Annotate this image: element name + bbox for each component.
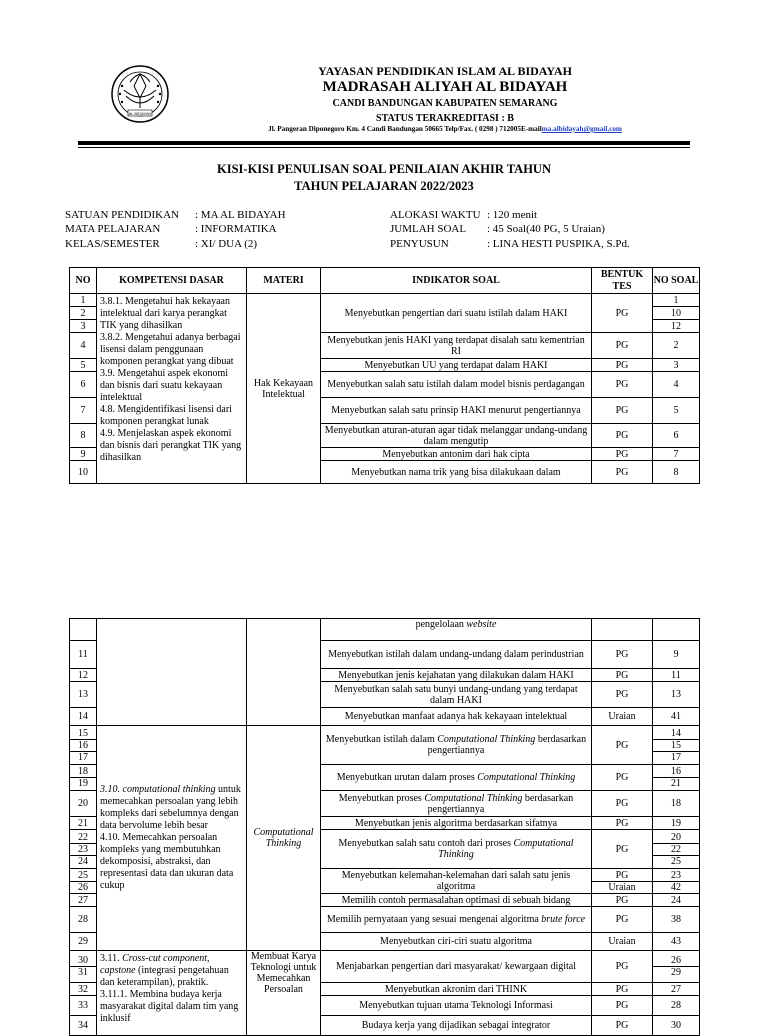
table-row: 30 31 3.11. Cross-cut component, capstone (integrasi pengetahuan dan keterampilan), praktik. 3.11.1. Membina budaya kerja masyarakat digital dalam tim yang inklusif Membuat Karya Teknologi untuk Memecahkan Persoalan Menjabarkan pengertian dari masyarakat/ kewargaan digital PG 26 29 <box>70 951 700 983</box>
school-name: MADRASAH ALIYAH AL BIDAYAH <box>322 79 568 95</box>
kompetensi-dasar-ct-cell: 3.10. computational thinking untuk memecahkan persoalan yang lebih kompleks dari sebelumnya dengan data bervolume lebih besar 4.10. Memecahkan persoalan kompleks yang membutuhkan dekomposisi, abstraksi, dan representasi data dan ukuran data cukup <box>97 726 247 951</box>
info-label-mapel: MATA PELAJARAN <box>65 223 161 235</box>
table-row: 8 Menyebutkan aturan-aturan agar tidak melanggar undang-undang dalam mengutip PG 6 <box>70 424 700 448</box>
table-row: 14 Menyebutkan manfaat adanya hak kekayaan intelektual Uraian 41 <box>70 708 700 726</box>
header-no: NO <box>70 268 97 294</box>
info-value-penyusun: : LINA HESTI PUSPIKA, S.Pd. <box>487 238 630 250</box>
header-kd: KOMPETENSI DASAR <box>97 268 247 294</box>
table-row: 5 Menyebutkan UU yang terdapat dalam HAKI PG 3 <box>70 359 700 372</box>
materi-cell: Hak Kekayaan Intelektual <box>247 294 321 484</box>
table-row: 2 10 <box>70 307 700 320</box>
table-row: 27 Memilih contoh permasalahan optimasi di sebuah bidang PG 24 <box>70 894 700 907</box>
table-row: 28 Memilih pernyataan yang sesuai mengenai algoritma brute force PG 38 <box>70 907 700 933</box>
info-value-jumlah: : 45 Soal(40 PG, 5 Uraian) <box>487 223 605 235</box>
table-header-row <box>70 268 700 294</box>
table-row: 7 Menyebutkan salah satu prinsip HAKI menurut pengertiannya PG 5 <box>70 398 700 424</box>
info-value-satuan: : MA AL BIDAYAH <box>195 209 286 221</box>
document-title: KISI-KISI PENULISAN SOAL PENILAIAN AKHIR TAHUN <box>217 162 551 176</box>
info-value-kelas: : XI/ DUA (2) <box>195 238 258 250</box>
table-row: 10 Menyebutkan nama trik yang bisa dilakukaan dalam PG 8 <box>70 461 700 484</box>
school-logo-icon <box>110 64 170 124</box>
table-row: 22 23 24 Menyebutkan salah satu contoh dari proses Computational Thinking PG 20 22 25 <box>70 830 700 869</box>
header-rule-thick <box>78 141 690 145</box>
table-row: 29 Menyebutkan ciri-ciri suatu algoritma Uraian 43 <box>70 933 700 951</box>
table-row: 6 Menyebutkan salah satu istilah dalam model bisnis perdagangan PG 4 <box>70 372 700 398</box>
header-bentuk: BENTUK TES <box>592 268 653 294</box>
letterhead <box>0 0 768 150</box>
foundation-name: YAYASAN PENDIDIKAN ISLAM AL BIDAYAH <box>318 64 572 78</box>
table-row: 1 3.8.1. Mengetahui hak kekayaan intelektual dari karya perangkat TIK yang dihasilkan 3.8.2. Mengetahui adanya berbagai lisensi dalam penggunaan komponen perangkat yang dibuat 3.9. Mengetahui aspek ekonomi dan bisnis dari suatu kekayaan intelektual 4.8. Mengidentifikasi lisensi dari komponen perangkat lunak 4.9. Menjelaskan aspek ekonomi dan bisnis dari perangkat TIK yang dihasilkan Hak Kekayaan Intelektual Menyebutkan pengertian dari suatu istilah dalam HAKI PG 1 <box>70 294 700 307</box>
table-row: 15 16 17 3.10. computational thinking untuk memecahkan persoalan yang lebih kompleks dari sebelumnya dengan data bervolume lebih besar 4.10. Memecahkan persoalan kompleks yang membutuhkan dekomposisi, abstraksi, dan representasi data dan ukuran data cukup Computational Thinking Menyebutkan istilah dalam Computational Thinking berdasarkan pengertiannya PG 14 15 17 <box>70 726 700 765</box>
document-subtitle: TAHUN PELAJARAN 2022/2023 <box>294 179 474 193</box>
school-address: Jl. Pangeran Diponegoro Km. 4 Candi Bandungan 50665 Telp/Fax. ( 0298 ) 712005E-mailma.albidayah@gmail.com <box>268 125 622 133</box>
table-row: 11 Menyebutkan istilah dalam undang-undang dalam perindustrian PG 9 <box>70 641 700 669</box>
info-value-mapel: : INFORMATIKA <box>195 223 277 235</box>
svg-text:AL BIDAYAH: AL BIDAYAH <box>128 110 152 116</box>
header-nosoal: NO SOAL <box>653 268 700 294</box>
table-row: 32 Menyebutkan akronim dari THINK PG 27 <box>70 983 700 996</box>
kompetensi-dasar-cell <box>97 619 247 726</box>
accreditation-status: STATUS TERAKREDITASI : B <box>376 113 514 124</box>
table-row: 13 Menyebutkan salah satu bunyi undang-undang yang terdapat dalam HAKI PG 13 <box>70 682 700 708</box>
kisi-kisi-table-page1 <box>69 267 700 484</box>
table-row: 9 Menyebutkan antonim dari hak cipta PG 7 <box>70 448 700 461</box>
materi-cell <box>247 619 321 726</box>
info-label-alokasi: ALOKASI WAKTU <box>390 209 481 221</box>
info-label-kelas: KELAS/SEMESTER <box>65 238 160 250</box>
table-row: 25 26 Menyebutkan kelemahan-kelemahan dari salah satu jenis algoritma PG Uraian 23 42 <box>70 869 700 894</box>
info-label-jumlah: JUMLAH SOAL <box>390 223 467 235</box>
kompetensi-dasar-cc-cell: 3.11. Cross-cut component, capstone (integrasi pengetahuan dan keterampilan), praktik. 3.11.1. Membina budaya kerja masyarakat digital dalam tim yang inklusif <box>97 951 247 1036</box>
kompetensi-dasar-cell: 3.8.1. Mengetahui hak kekayaan intelektual dari karya perangkat TIK yang dihasilkan 3.8.2. Mengetahui adanya berbagai lisensi dalam penggunaan komponen perangkat yang dibuat 3.9. Mengetahui aspek ekonomi dan bisnis dari suatu kekayaan intelektual 4.8. Mengidentifikasi lisensi dari komponen perangkat lunak 4.9. Menjelaskan aspek ekonomi dan bisnis dari perangkat TIK yang dihasilkan <box>97 294 247 484</box>
table-row: 34 Budaya kerja yang dijadikan sebagai integrator PG 30 <box>70 1016 700 1036</box>
table-row: 33 Menyebutkan tujuan utama Teknologi Informasi PG 28 <box>70 996 700 1016</box>
kisi-kisi-table-page2 <box>69 618 700 1036</box>
table-row: 3 12 <box>70 320 700 333</box>
header-rule-thin <box>78 147 690 148</box>
table-row: 18 19 Menyebutkan urutan dalam proses Computational Thinking PG 16 21 <box>70 765 700 791</box>
materi-cc-cell: Membuat Karya Teknologi untuk Memecahkan Persoalan <box>247 951 321 1036</box>
header-materi: MATERI <box>247 268 321 294</box>
table-row: 4 Menyebutkan jenis HAKI yang terdapat disalah satu kementrian RI PG 2 <box>70 333 700 359</box>
info-label-penyusun: PENYUSUN <box>390 238 449 250</box>
table-row: 21 Menyebutkan jenis algoritma berdasarkan sifatnya PG 19 <box>70 817 700 830</box>
header-indikator: INDIKATOR SOAL <box>321 268 592 294</box>
materi-ct-cell: Computational Thinking <box>247 726 321 951</box>
info-label-satuan: SATUAN PENDIDIKAN <box>65 209 179 221</box>
table-row: pengelolaan website <box>70 619 700 641</box>
school-location: CANDI BANDUNGAN KABUPATEN SEMARANG <box>332 98 558 109</box>
email-link[interactable]: ma.albidayah@gmail.com <box>541 125 622 133</box>
table-row: 12 Menyebutkan jenis kejahatan yang dilakukan dalam HAKI PG 11 <box>70 669 700 682</box>
table-row: 20 Menyebutkan proses Computational Thinking berdasarkan pengertiannya PG 18 <box>70 791 700 817</box>
info-value-alokasi: : 120 menit <box>487 209 538 221</box>
